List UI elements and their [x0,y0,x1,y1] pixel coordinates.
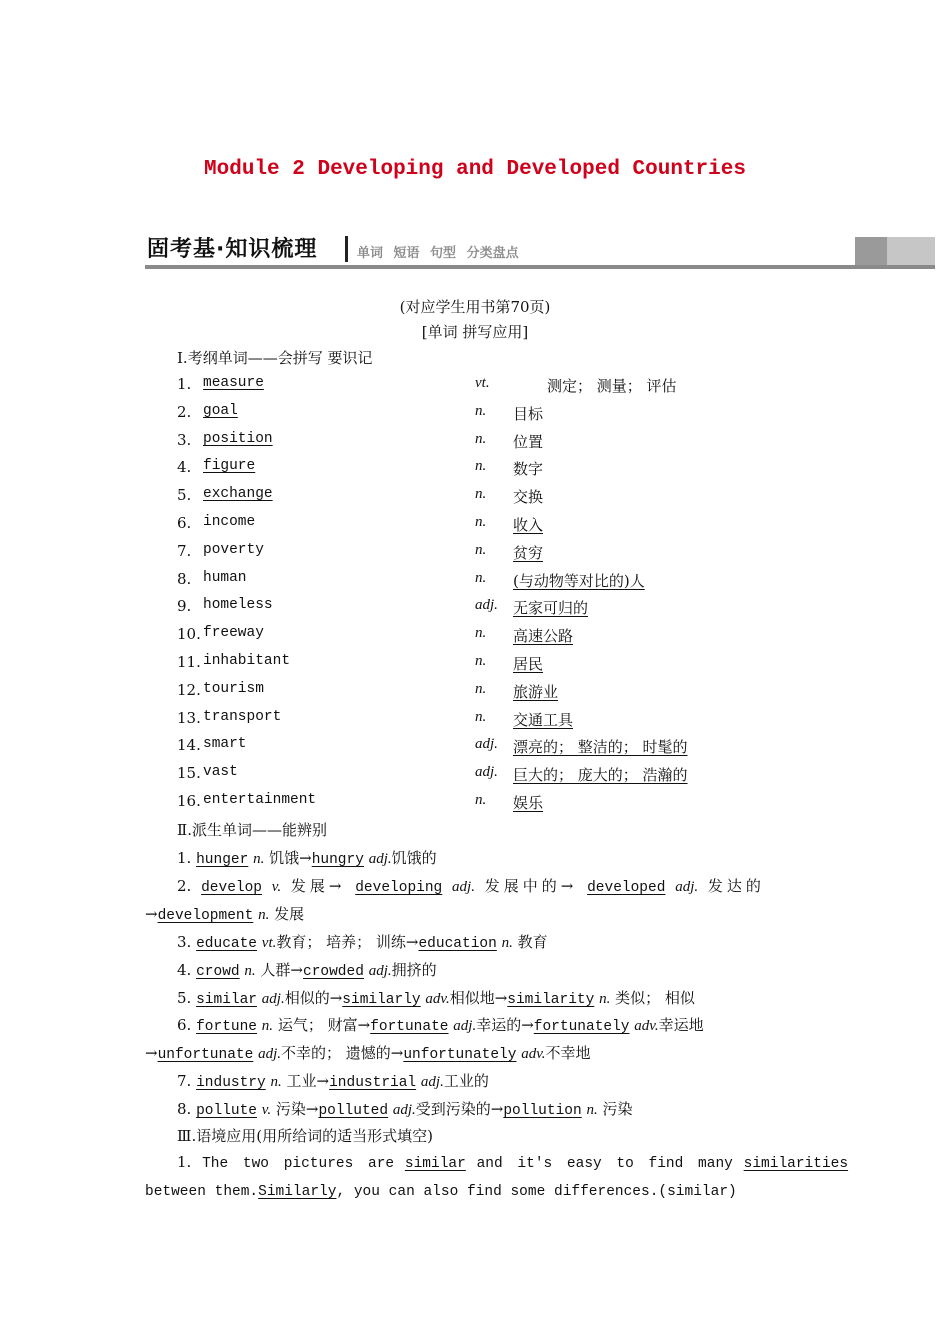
meaning: 不幸的； 遗憾的→ [281,1044,404,1062]
vocab-meaning: 位置 [513,432,544,451]
vocab-word: exchange [203,486,273,503]
arrow: → [145,1044,158,1062]
vocab-meaning: 数字 [513,460,544,479]
item-number: 1. [177,1153,192,1171]
vocab-word: figure [203,458,256,475]
module-title: Module 2 Developing and Developed Countries [204,158,746,181]
answer-word: similarly [342,992,421,1008]
page-reference: (对应学生用书第70页) [399,298,551,316]
vocab-word: position [203,430,273,447]
vocab-row [0,736,950,760]
derived-line-4 [177,959,437,980]
meaning: 教育； 培养； 训练→ [276,933,419,951]
part-of-speech: adj. [452,879,475,895]
part-of-speech: v. [271,879,282,895]
section3-heading: Ⅲ.语境应用(用所给词的适当形式填空) [177,1127,433,1145]
vocab-word: freeway [203,625,264,642]
part-of-speech: adv. [521,1046,546,1062]
item-number: 13. [177,708,201,727]
meaning: 人群→ [260,961,303,979]
vocab-meaning: 娱乐 [513,794,544,812]
part-of-speech: vt. [261,935,277,951]
meaning: 污染 [602,1100,633,1118]
section1-heading: Ⅰ.考纲单词——会拼写 要识记 [177,349,373,367]
meaning: 污染→ [275,1100,319,1118]
answer-word: Similarly [258,1184,337,1200]
context-line-1a [177,1153,848,1172]
sentence-text: and it's easy to find many [476,1156,733,1172]
vocab-row [0,403,950,427]
section2-heading: Ⅱ.派生单词——能辨别 [177,821,327,839]
part-of-speech: n. [475,680,487,697]
vocab-row [0,597,950,621]
part-of-speech: adj. [475,764,498,781]
part-of-speech: adj. [258,1046,281,1062]
answer-word: unfortunately [403,1047,517,1063]
part-of-speech: adj. [675,879,699,895]
part-of-speech: adj. [392,1102,416,1118]
sentence-text: , you can also find some differences.(similar) [336,1184,737,1200]
item-number: 9. [177,597,192,616]
vocab-row [0,625,950,649]
vocab-word: goal [203,402,238,419]
vocab-meaning: 交通工具 [513,710,574,729]
context-line-1b [145,1181,737,1200]
sentence-text: between them. [145,1184,259,1200]
item-number: 16. [177,792,201,810]
item-number: 4. [177,961,192,979]
answer-word: fortune [196,1019,258,1035]
vocab-row [0,764,950,788]
item-number: 6. [177,1016,192,1034]
meaning: 类似； 相似 [615,989,695,1007]
part-of-speech: n. [475,458,487,475]
part-of-speech: adv. [425,991,450,1007]
derived-line-6a [177,1014,704,1035]
vocab-word: homeless [203,597,273,614]
vocab-meaning: 高速公路 [513,627,574,646]
vocab-meaning: 居民 [513,655,544,673]
item-number: 6. [177,514,192,532]
part-of-speech: adv. [634,1018,659,1034]
answer-word: develop [201,880,263,896]
answer-word: industry [196,1075,266,1091]
item-number: 3. [177,933,192,951]
banner-decor-light [887,237,935,265]
answer-word: industrial [329,1075,417,1091]
vocab-word: entertainment [203,792,317,808]
meaning: 相似的→ [284,989,343,1007]
part-of-speech: n. [586,1102,598,1118]
answer-word: hungry [311,852,364,868]
answer-word: fortunately [533,1019,630,1035]
derived-line-6b [145,1042,591,1063]
part-of-speech: n. [599,991,611,1007]
part-of-speech: adj. [368,963,392,979]
part-of-speech: n. [475,402,487,419]
answer-word: hunger [196,852,249,868]
item-number: 5. [177,486,192,505]
part-of-speech: n. [475,486,487,503]
vocab-row [0,653,950,677]
vocab-row [0,792,950,816]
item-number: 2. [177,402,192,421]
part-of-speech: adj. [420,1074,444,1090]
meaning: 发展 [274,905,305,923]
meaning: 相似地→ [449,989,508,1007]
vocab-word: inhabitant [203,653,291,669]
answer-word: education [418,936,497,952]
vocab-row [0,514,950,538]
derived-line-3 [177,931,548,952]
item-number: 8. [177,569,192,588]
item-number: 1. [177,849,192,867]
derived-line-2b [145,903,304,924]
item-number: 15. [177,764,201,783]
meaning: 运气； 财富→ [277,1016,371,1034]
item-number: 3. [177,430,192,449]
item-number: 4. [177,458,192,477]
part-of-speech: vt. [475,375,490,391]
banner-title: 固考基·知识梳理 [147,237,318,262]
vocab-word: tourism [203,680,264,697]
part-of-speech: adj. [453,1018,477,1034]
vocab-word: income [203,514,256,530]
banner-divider [345,236,348,262]
derived-line-8 [177,1098,633,1119]
vocab-word: measure [203,375,264,391]
meaning: 饥饿的 [391,849,437,867]
derived-line-1 [177,847,437,868]
item-number: 12. [177,680,201,699]
part-of-speech: n. [475,541,487,558]
vocab-row [0,570,950,594]
answer-word: developing [355,880,443,896]
sentence-text: The two pictures are [202,1156,395,1172]
answer-word: crowded [303,964,364,980]
meaning: 幸运地 [658,1016,704,1034]
vocab-meaning: 巨大的； 庞大的； 浩瀚的 [513,766,688,785]
part-of-speech: n. [270,1074,282,1090]
part-of-speech: n. [244,963,256,979]
item-number: 11. [177,653,201,671]
meaning: 教育 [517,933,548,951]
item-number: 7. [177,541,192,560]
vocab-meaning: 收入 [513,516,544,534]
vocab-row [0,431,950,455]
part-of-speech: n. [475,792,487,808]
meaning: 发展中的→ [484,877,578,895]
vocab-row [0,681,950,705]
vocab-meaning: 目标 [513,404,544,423]
section-banner [145,230,935,270]
banner-subtitle: 单词 短语 句型 分类盘点 [357,246,519,261]
part-of-speech: adj. [261,991,285,1007]
item-number: 5. [177,989,192,1007]
part-of-speech: n. [261,1018,274,1034]
meaning: 发展→ [290,877,346,895]
answer-word: crowd [196,964,240,980]
part-of-speech: adj. [475,597,498,614]
answer-word: developed [587,880,666,896]
part-of-speech: adj. [368,851,392,867]
vocab-word: smart [203,736,247,753]
part-of-speech: v. [261,1102,272,1118]
vocab-word: poverty [203,541,264,558]
derived-line-5 [177,987,695,1008]
answer-word: educate [196,936,258,952]
banner-rule [145,265,935,269]
answer-word: similarities [743,1156,849,1172]
vocab-meaning: 交换 [513,488,544,507]
vocab-meaning: 漂亮的； 整洁的； 时髦的 [513,738,688,757]
meaning: 幸运的→ [476,1016,534,1034]
answer-word: polluted [318,1103,389,1119]
answer-word: fortunate [370,1019,449,1035]
answer-word: pollute [196,1103,258,1119]
answer-word: development [157,908,254,924]
meaning: 工业的 [443,1072,489,1090]
meaning: 发达的 [707,877,765,895]
banner-decor-dark [855,237,887,265]
part-of-speech: n. [475,514,487,530]
vocab-word: transport [203,708,282,725]
part-of-speech: n. [501,935,513,951]
vocab-meaning: 测定； 测量； 评估 [547,377,677,395]
part-of-speech: n. [258,907,270,923]
part-of-speech: n. [475,653,487,669]
vocab-row [0,458,950,482]
part-of-speech: n. [475,708,487,725]
part-of-speech: n. [475,569,487,586]
vocab-meaning: 无家可归的 [513,599,589,618]
part-of-speech: adj. [475,736,498,753]
part-of-speech: n. [475,430,487,447]
answer-word: similar [196,992,258,1008]
answer-word: similar [404,1156,466,1172]
item-number: 7. [177,1072,192,1090]
vocab-meaning: (与动物等对比的)人 [513,571,645,590]
vocab-meaning: 旅游业 [513,682,559,701]
item-number: 1. [177,375,192,393]
part-of-speech: n. [475,625,487,642]
vocab-word: vast [203,764,238,781]
vocab-row [0,486,950,510]
answer-word: unfortunate [157,1047,254,1063]
vocab-word: human [203,569,247,586]
meaning: 工业→ [286,1072,330,1090]
item-number: 10. [177,625,201,644]
meaning: 饥饿→ [269,849,312,867]
answer-word: pollution [503,1103,582,1119]
vocab-row [0,542,950,566]
item-number: 8. [177,1100,192,1118]
item-number: 14. [177,736,201,755]
derived-line-2a [177,875,765,896]
part-of-speech: n. [253,851,265,867]
answer-word: similarity [507,992,595,1008]
item-number: 2. [177,877,192,895]
arrow: → [145,905,158,923]
vocab-row [0,375,950,399]
derived-line-7 [177,1070,489,1091]
meaning: 拥挤的 [391,961,437,979]
vocab-row [0,709,950,733]
section-tag: [单词 拼写应用] [421,323,529,341]
meaning: 不幸地 [545,1044,591,1062]
meaning: 受到污染的→ [415,1100,504,1118]
vocab-meaning: 贫穷 [513,543,544,562]
